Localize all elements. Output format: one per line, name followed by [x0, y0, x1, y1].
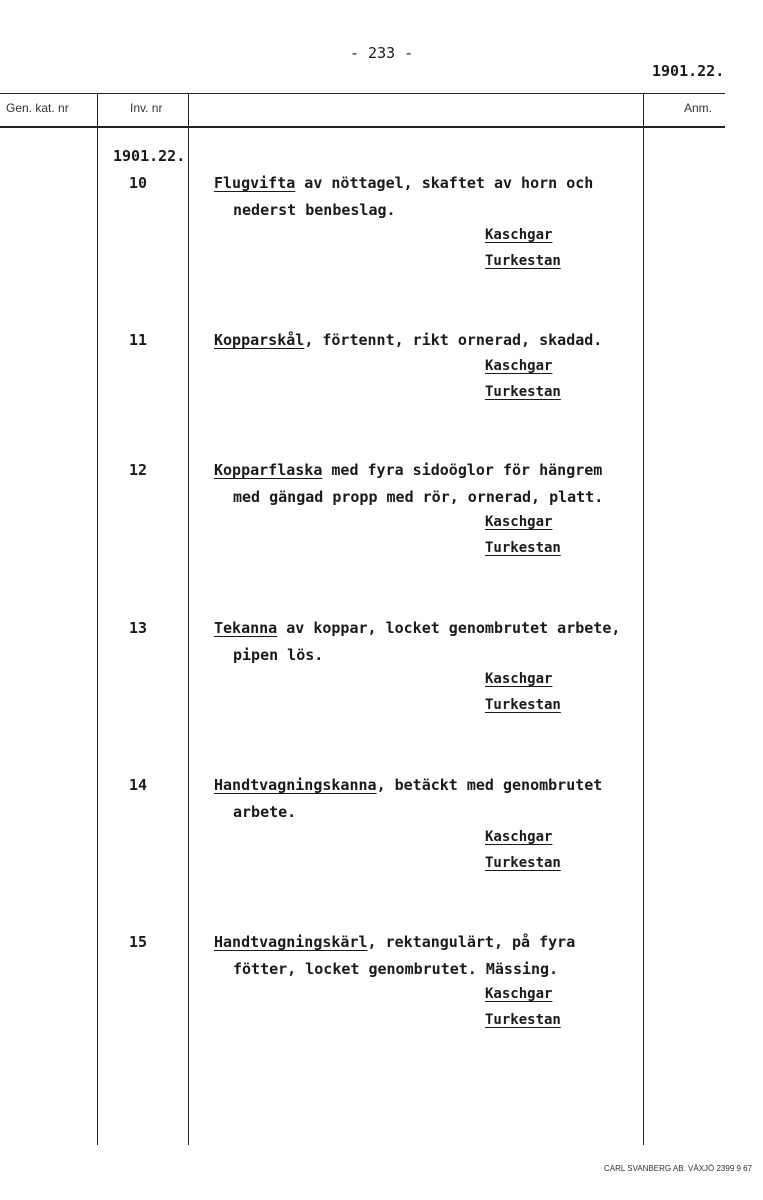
header-bottom-rule: [0, 126, 725, 128]
place-region: Turkestan: [485, 855, 561, 871]
entry-line-2: fötter, locket genombrutet. Mässing.: [233, 960, 559, 978]
place-region: Turkestan: [485, 384, 561, 400]
inventory-number: 12: [129, 461, 148, 479]
place-city: Kaschgar: [485, 671, 553, 687]
entry-line-2: pipen lös.: [233, 646, 324, 664]
inventory-number: 11: [129, 331, 148, 349]
page-reference: 1901.22.: [652, 62, 725, 80]
entry-line-2: med gängad propp med rör, ornerad, platt.: [233, 488, 604, 506]
item-description: , rektangulärt, på fyra: [367, 933, 576, 951]
inventory-number: 14: [129, 776, 148, 794]
printer-footer: CARL SVANBERG AB. VÄXJÖ 2399 9 67: [604, 1164, 753, 1173]
header-gen-kat-nr: Gen. kat. nr: [6, 101, 69, 115]
column-divider-3: [643, 93, 644, 1145]
item-title: Kopparskål: [214, 331, 305, 349]
item-description: , betäckt med genombrutet: [376, 776, 603, 794]
year-label: 1901.22.: [113, 147, 186, 165]
item-description: av nöttagel, skaftet av horn och: [295, 174, 594, 192]
entry-line-1: [214, 331, 602, 349]
column-divider-1: [97, 93, 98, 1145]
place-region: Turkestan: [485, 540, 561, 556]
entry-line-1: [214, 619, 620, 637]
item-title: Kopparflaska: [214, 461, 323, 479]
entry-line-1: [214, 174, 593, 192]
header-top-rule: [0, 93, 725, 94]
item-title: Handtvagningskärl: [214, 933, 368, 951]
place-city: Kaschgar: [485, 829, 553, 845]
item-title: Tekanna: [214, 619, 278, 637]
entry-line-1: [214, 933, 575, 951]
item-description: med fyra sidoöglor för hängrem: [322, 461, 603, 479]
place-region: Turkestan: [485, 253, 561, 269]
place-city: Kaschgar: [485, 514, 553, 530]
entry-line-1: [214, 776, 602, 794]
place-region: Turkestan: [485, 1012, 561, 1028]
page-number: - 233 -: [350, 44, 414, 62]
item-title: Handtvagningskanna: [214, 776, 377, 794]
header-inv-nr: Inv. nr: [130, 101, 163, 115]
column-divider-2: [188, 93, 189, 1145]
place-city: Kaschgar: [485, 227, 553, 243]
item-title: Flugvifta: [214, 174, 296, 192]
item-description: av koppar, locket genombrutet arbete,: [277, 619, 621, 637]
inventory-number: 13: [129, 619, 148, 637]
entry-line-2: arbete.: [233, 803, 297, 821]
place-city: Kaschgar: [485, 986, 553, 1002]
entry-line-1: [214, 461, 602, 479]
place-city: Kaschgar: [485, 358, 553, 374]
header-anm: Anm.: [684, 101, 713, 115]
inventory-number: 10: [129, 174, 148, 192]
inventory-number: 15: [129, 933, 148, 951]
entry-line-2: nederst benbeslag.: [233, 201, 396, 219]
item-description: , förtennt, rikt ornerad, skadad.: [304, 331, 603, 349]
place-region: Turkestan: [485, 697, 561, 713]
